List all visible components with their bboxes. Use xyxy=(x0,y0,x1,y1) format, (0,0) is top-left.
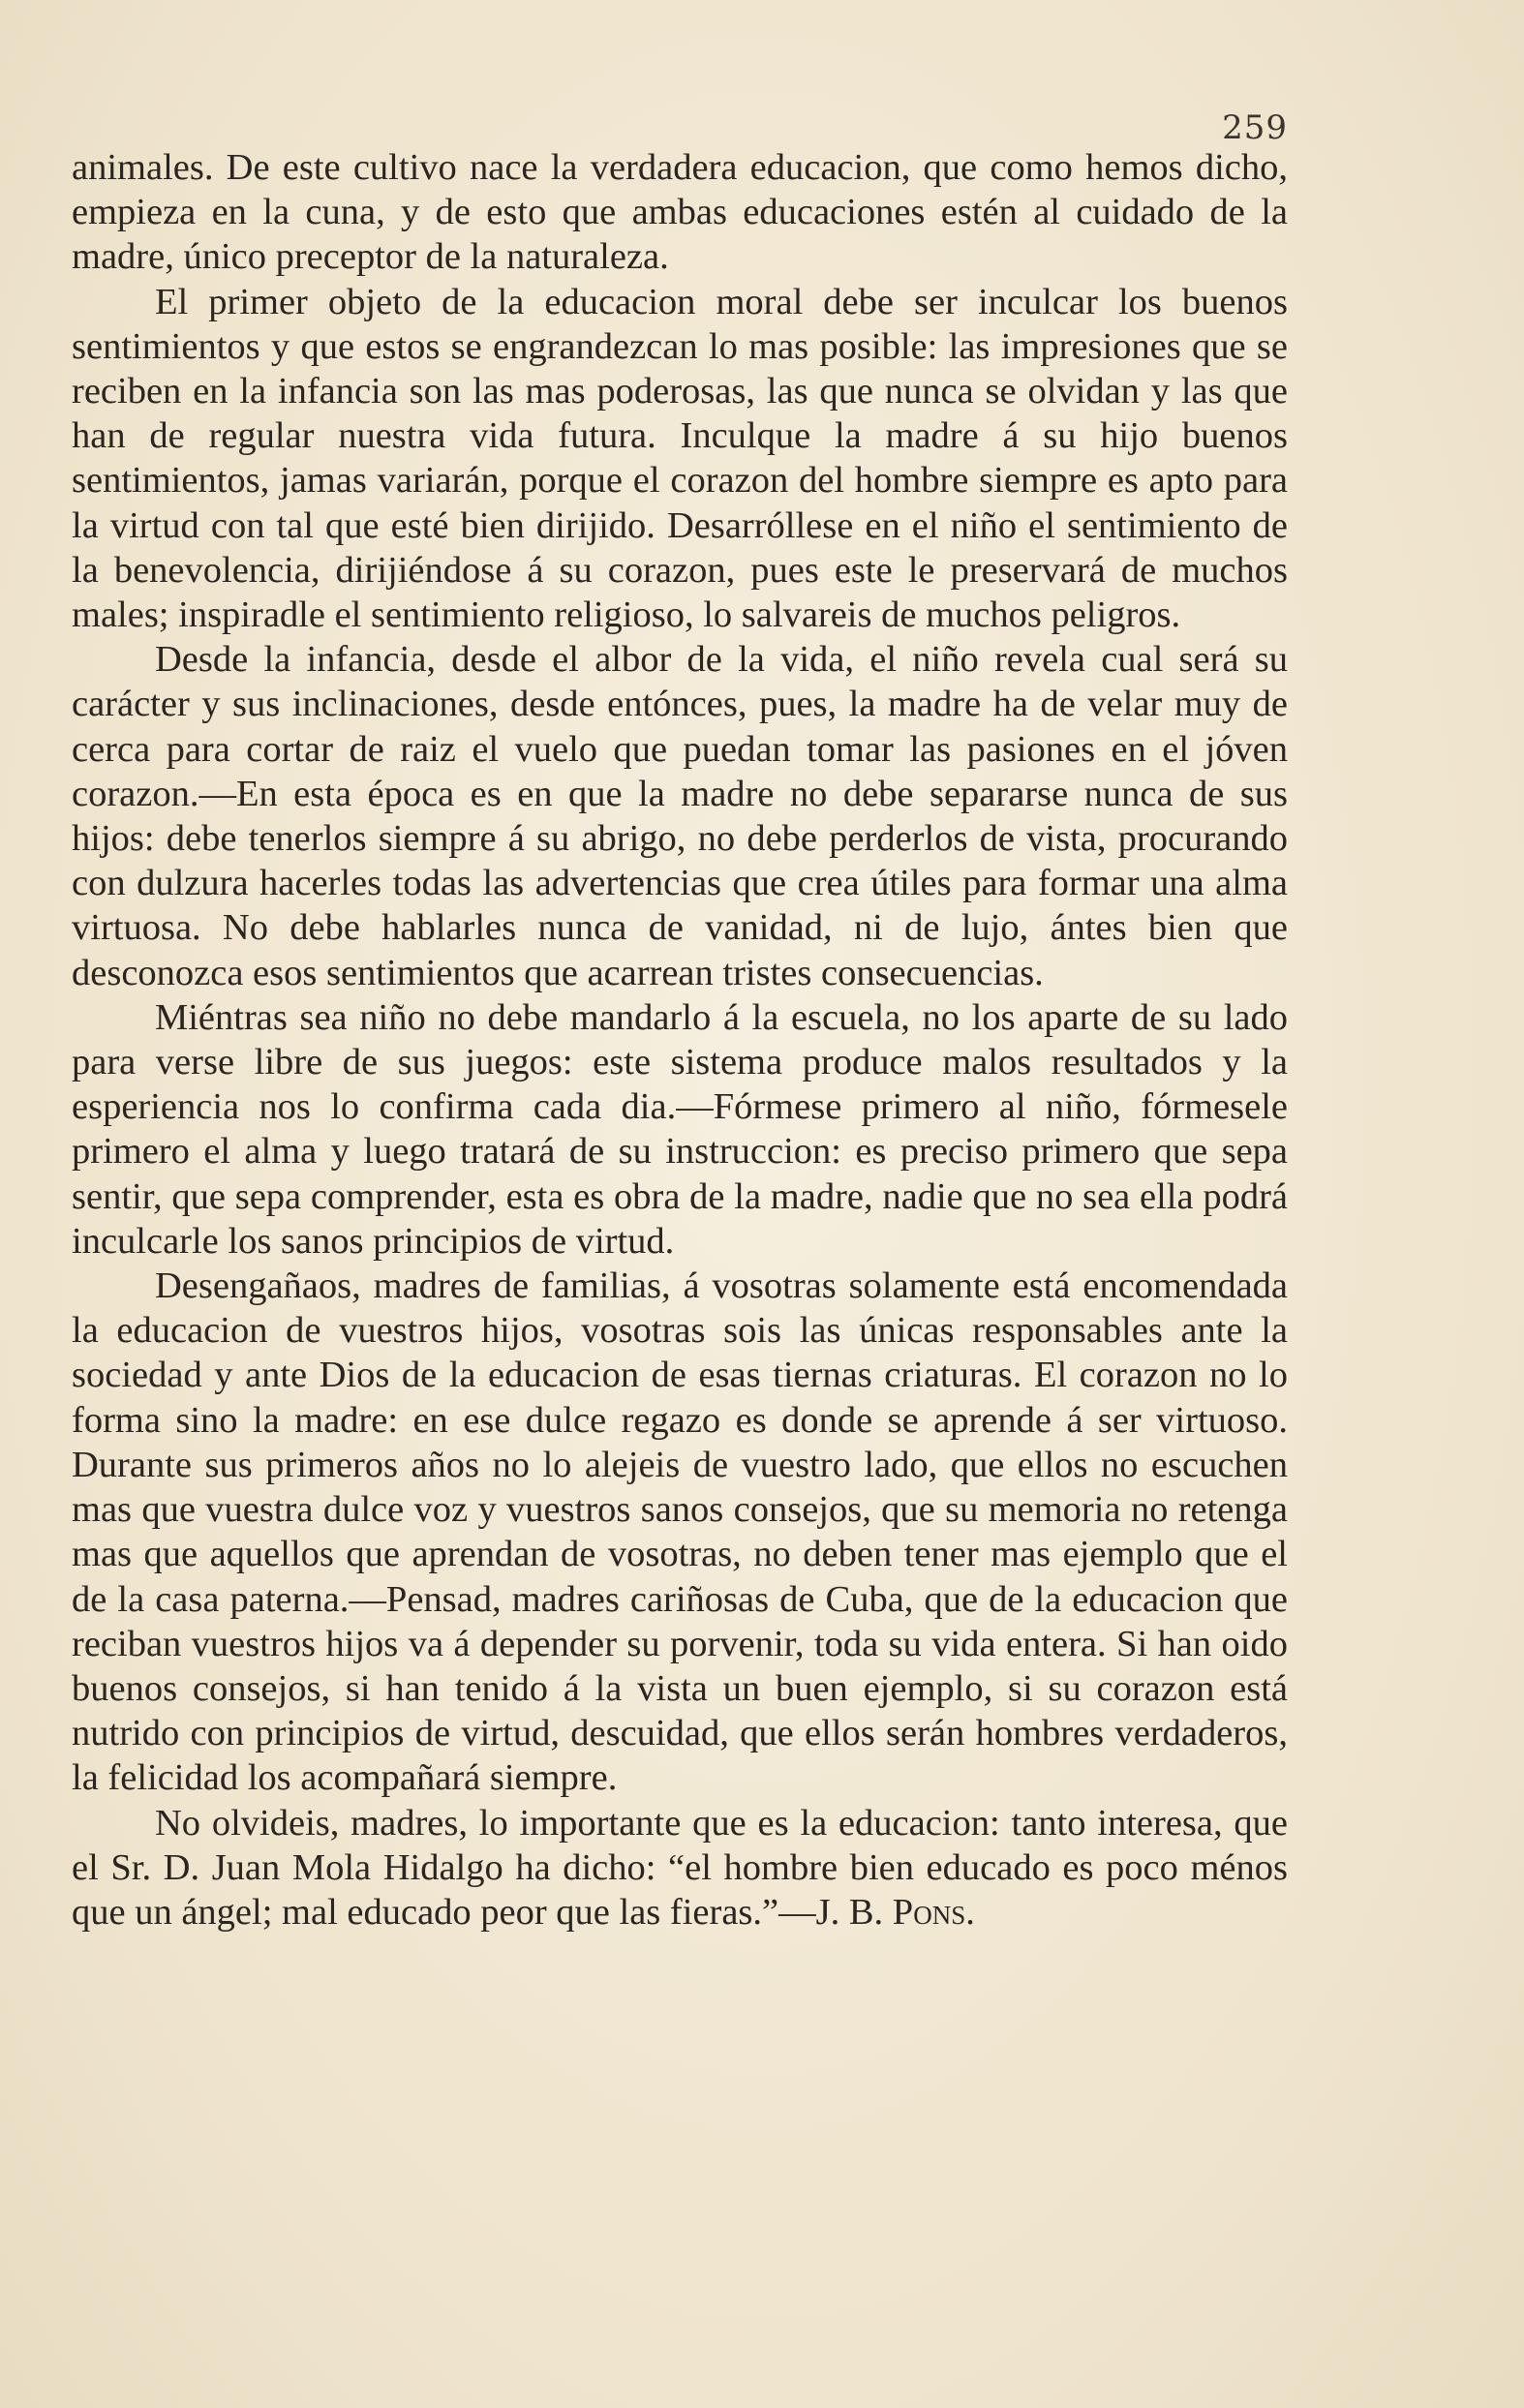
paragraph-4: Miéntras sea niño no debe mandarlo á la escuela, no los aparte de su lado para verse libre de sus juegos: este sistema produce malos resultados y la esperiencia nos lo confirma cada dia.—Fórmese primero al niño, fórmesele primero el alma y luego tratará de su instruccion: es preciso primero que sepa sentir, que sepa comprender, esta es obra de la madre, nadie que no sea ella podrá inculcarle los sanos principios de virtud. xyxy=(72,996,1288,1262)
paragraph-6-text: No olvideis, madres, lo importante que es la educacion: tanto interesa, que el Sr. D. Juan Mola Hidalgo ha dicho: “el hombre bien educado es poco ménos que un ángel; mal educado peor que las fieras.”—J. B. xyxy=(72,1802,1288,1933)
page-number: 259 xyxy=(1222,108,1288,147)
paragraph-3: Desde la infancia, desde el albor de la vida, el niño revela cual será su carácter y sus inclinaciones, desde entónces, pues, la madre ha de velar muy de cerca para cortar de raiz el vuelo que puedan tomar las pasiones en el jóven corazon.—En esta época es en que la madre no debe separarse nunca de sus hijos: debe tenerlos siempre á su abrigo, no debe perderlos de vista, procurando con dulzura hacerles todas las advertencias que crea útiles para formar una alma virtuosa. No debe hablarles nunca de vanidad, ni de lujo, ántes bien que desconozca esos sentimientos que acarrean tristes consecuencias. xyxy=(72,639,1288,993)
paragraph-2: El primer objeto de la educacion moral debe ser inculcar los buenos sentimientos y que estos se engrandezcan lo mas posible: las impresiones que se reciben en la infancia son las mas poderosas, las que nunca se olvidan y las que han de regular nuestra vida futura. Inculque la madre á su hijo buenos sentimientos, jamas variarán, porque el corazon del hombre siempre es apto para la virtud con tal que esté bien dirijido. Desarróllese en el niño el sentimiento de la benevolencia, dirijiéndose á su corazon, pues este le preservará de muchos males; inspiradle el sentimiento religioso, lo salvareis de muchos peligros. xyxy=(72,281,1288,636)
paragraph-6 xyxy=(72,1801,1288,1936)
paragraph-1: animales. De este cultivo nace la verdadera educacion, que como hemos dicho, empieza en la cuna, y de esto que ambas educaciones estén al cuidado de la madre, único preceptor de la naturaleza. xyxy=(72,147,1288,278)
paragraph-5: Desengañaos, madres de familias, á vosotras solamente está encomendada la educacion de vuestros hijos, vosotras sois las únicas responsables ante la sociedad y ante Dios de la educacion de esas tiernas criaturas. El corazon no lo forma sino la madre: en ese dulce regazo es donde se aprende á ser virtuoso. Durante sus primeros años no lo alejeis de vuestro lado, que ellos no escuchen mas que vuestra dulce voz y vuestros sanos consejos, que su memoria no retenga mas que aquellos que aprendan de vosotras, no deben tener mas ejemplo que el de la casa paterna.—Pensad, madres cariñosas de Cuba, que de la educacion que reciban vuestros hijos va á depender su porvenir, toda su vida entera. Si han oido buenos consejos, si han tenido á la vista un buen ejemplo, si su corazon está nutrido con principios de virtud, descuidad, que ellos serán hombres verdaderos, la felicidad los acompañará siempre. xyxy=(72,1265,1288,1799)
body-text xyxy=(72,145,1288,1935)
author-signature: Pons. xyxy=(892,1891,975,1933)
